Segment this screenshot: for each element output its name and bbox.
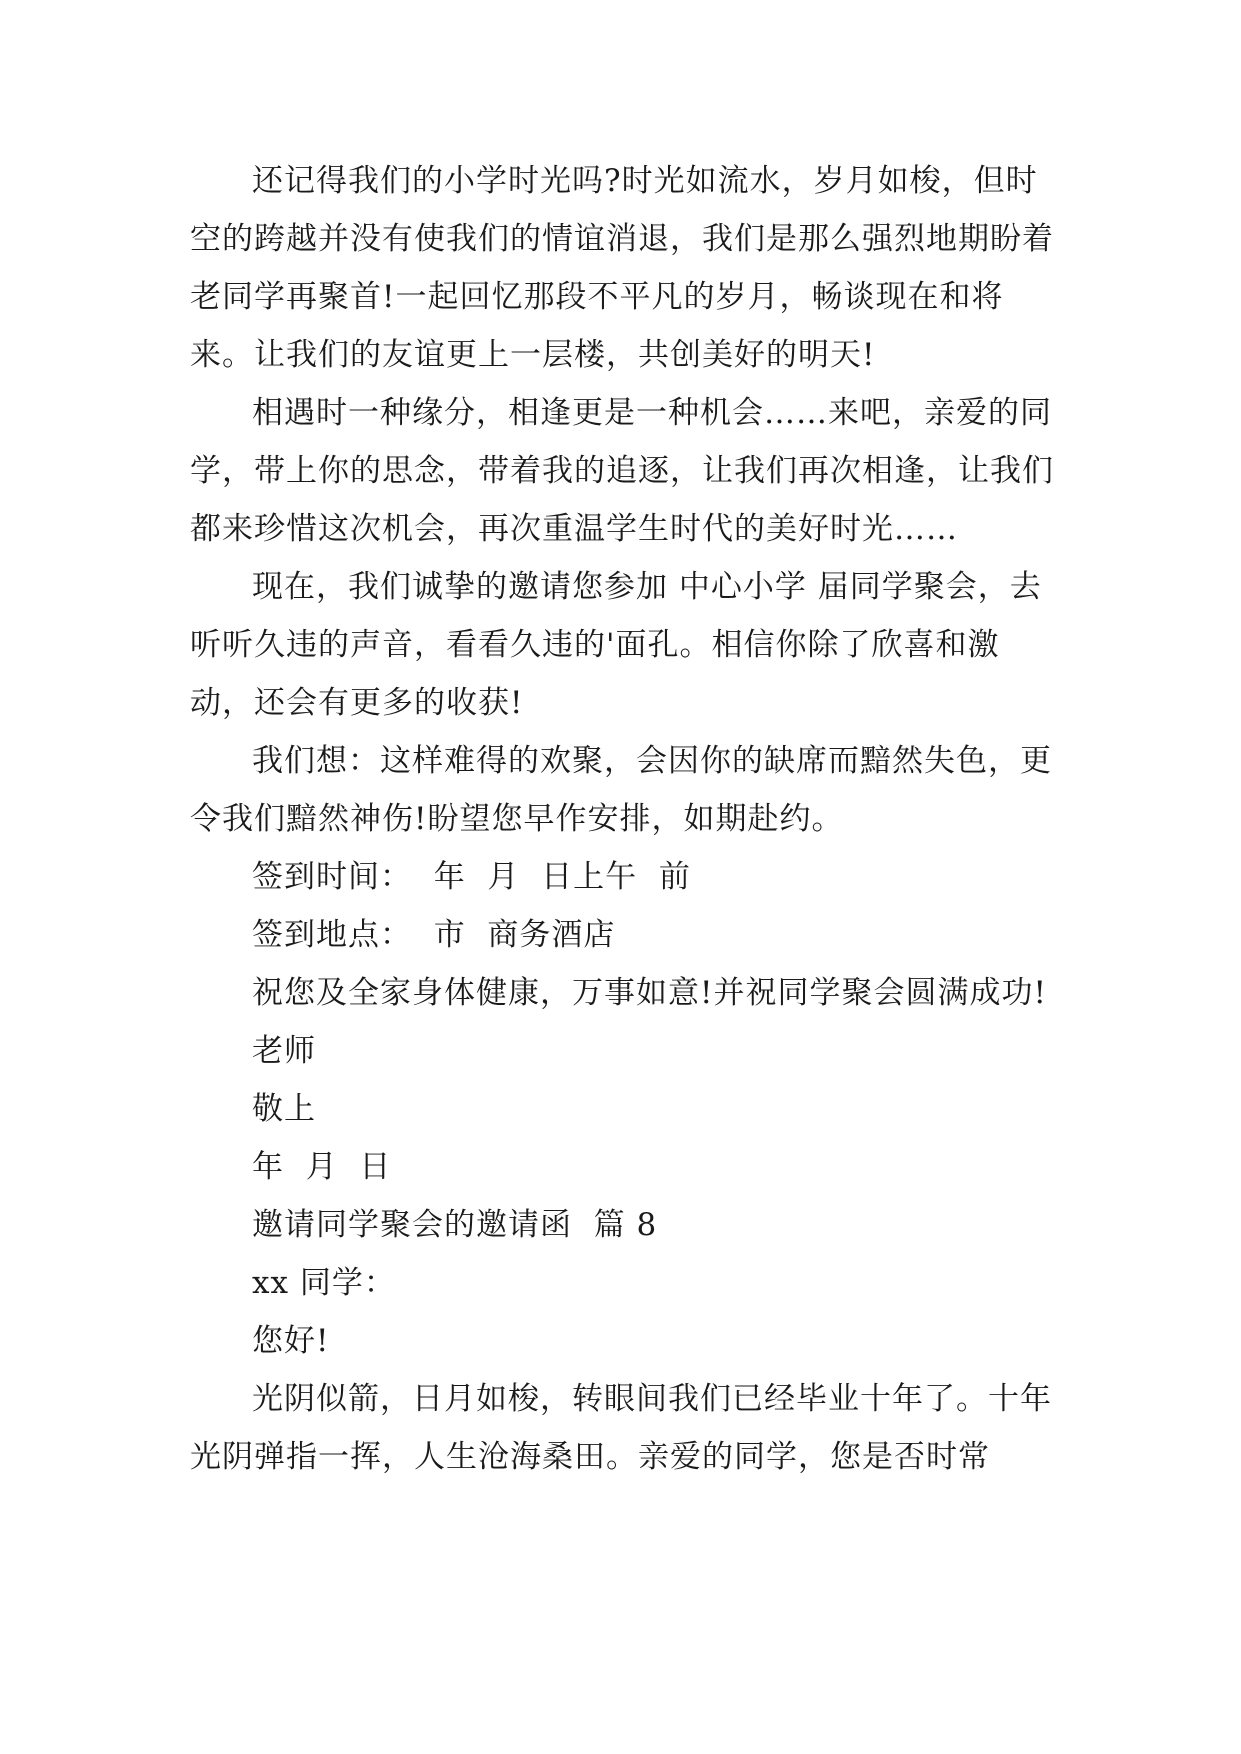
signature-respectfully: 敬上 [252,1091,316,1127]
paragraph-reunion-chance: 相遇时一种缘分，相逢更是一种机会……来吧，亲爱的同学，带上你的思念，带着我的追逐，让我们再次相逢，让我们都来珍惜这次机会，再次重温学生时代的美好时光…… [190,395,1054,547]
sign-in-place: 签到地点： 市 商务酒店 [252,917,616,953]
paragraph-opening: 光阴似箭，日月如梭，转眼间我们已经毕业十年了。十年光阴弹指一挥，人生沧海桑田。亲爱的同学，您是否时常 [190,1381,1052,1475]
section-title: 邀请同学聚会的邀请函 篇 8 [252,1207,658,1243]
paragraph-invitation: 现在，我们诚挚的邀请您参加 中心小学 届同学聚会，去听听久违的声音，看看久违的'面孔。相信你除了欣喜和激动，还会有更多的收获! [190,569,1042,721]
document-body [190,152,1060,1486]
paragraph-request: 我们想：这样难得的欢聚，会因你的缺席而黯然失色，更令我们黯然神伤!盼望您早作安排，如期赴约。 [190,743,1052,837]
paragraph-memories: 还记得我们的小学时光吗?时光如流水，岁月如梭，但时空的跨越并没有使我们的情谊消退，我们是那么强烈地期盼着老同学再聚首!一起回忆那段不平凡的岁月，畅谈现在和将来。让我们的友谊更上一层楼，共创美好的明天! [190,163,1054,373]
sign-in-time: 签到时间： 年 月 日上午 前 [252,859,691,895]
paragraph-wishes: 祝您及全家身体健康，万事如意!并祝同学聚会圆满成功! [252,975,1047,1011]
greeting: 您好! [252,1323,330,1359]
salutation: xx 同学： [252,1265,396,1301]
signature-teacher: 老师 [252,1033,316,1069]
signature-date: 年 月 日 [252,1149,392,1185]
